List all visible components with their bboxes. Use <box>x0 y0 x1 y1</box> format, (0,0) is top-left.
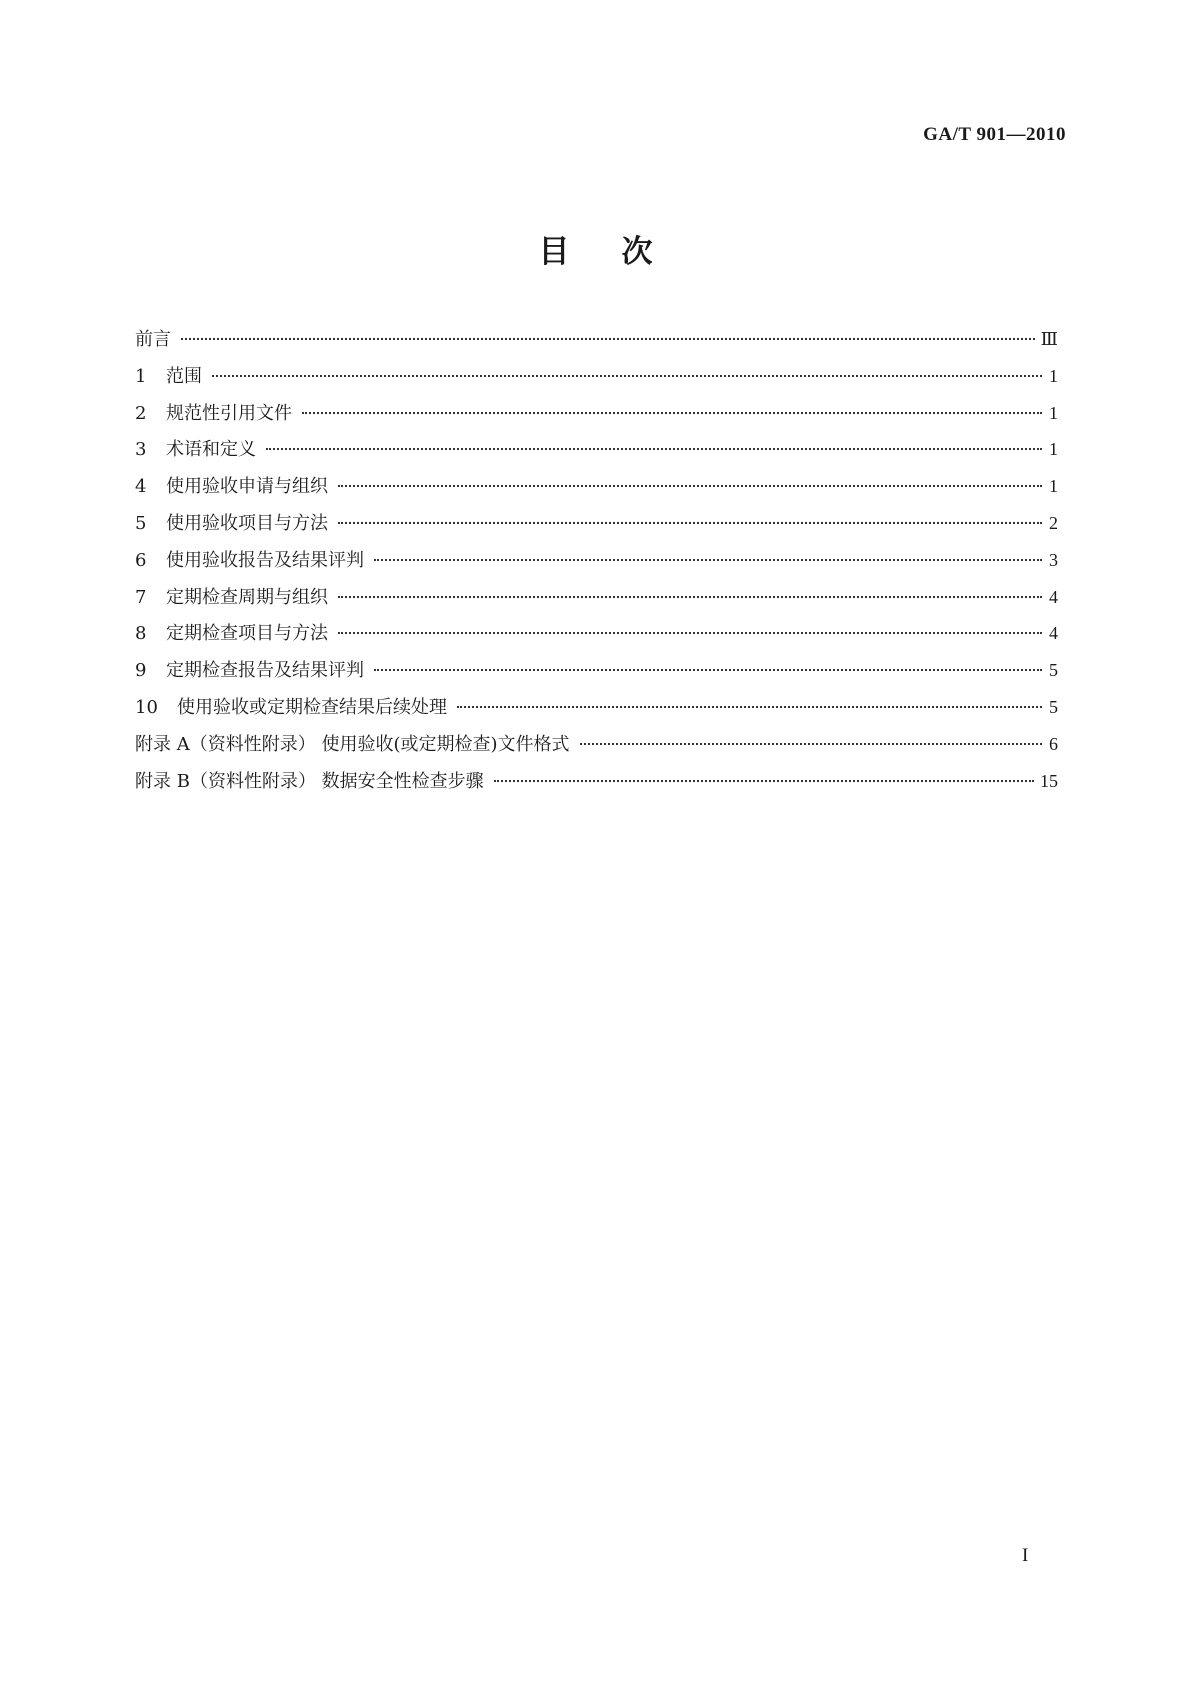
toc-entry-page: 1 <box>1049 476 1058 497</box>
toc-entry-annex-a[interactable] <box>135 730 1058 767</box>
toc-entry-4[interactable] <box>135 472 1058 509</box>
dot-leader <box>338 596 1042 598</box>
dot-leader <box>338 522 1042 524</box>
toc-entry-6[interactable] <box>135 546 1058 583</box>
toc-entry-number: 6 <box>135 549 147 571</box>
dot-leader <box>181 338 1035 340</box>
dot-leader <box>457 706 1042 708</box>
toc-entry-number: 3 <box>135 439 147 461</box>
toc-entry-page: 4 <box>1049 586 1058 607</box>
toc-entry-1[interactable] <box>135 362 1058 399</box>
toc-entry-10[interactable] <box>135 693 1058 730</box>
toc-entry-page: 15 <box>1040 770 1058 791</box>
toc-entry-number: 1 <box>135 365 147 387</box>
page-number: I <box>1022 1545 1029 1566</box>
toc-entry-number: 2 <box>135 402 147 424</box>
toc-entry-page: 1 <box>1049 439 1058 460</box>
toc-entry-annex-b[interactable] <box>135 767 1058 804</box>
toc-entry-page: 2 <box>1049 512 1058 533</box>
dot-leader <box>302 412 1042 414</box>
toc-entry-number: 7 <box>135 586 147 608</box>
toc-entry-number: 10 <box>135 696 158 718</box>
toc-entry-title: 规范性引用文件 <box>166 402 292 424</box>
toc-entry-title: 定期检查报告及结果评判 <box>166 660 364 682</box>
toc-entry-page: 4 <box>1049 623 1058 644</box>
toc-entry-number: 9 <box>135 660 147 682</box>
toc-entry-page: 5 <box>1049 660 1058 681</box>
toc-entry-page: 5 <box>1049 696 1058 717</box>
toc-entry-title: 使用验收报告及结果评判 <box>166 549 364 571</box>
toc-entry-number: 8 <box>135 623 147 645</box>
dot-leader <box>266 448 1042 450</box>
toc-entry-page: 1 <box>1049 402 1058 423</box>
toc-entry-number: 4 <box>135 476 147 498</box>
dot-leader <box>374 559 1042 561</box>
toc-entry-title: 附录 A（资料性附录） 使用验收(或定期检查)文件格式 <box>135 733 570 755</box>
toc-entry-title: 前言 <box>135 329 171 350</box>
toc-entry-2[interactable] <box>135 399 1058 436</box>
toc-entry-9[interactable] <box>135 656 1058 693</box>
toc-entry-title: 定期检查周期与组织 <box>166 586 328 608</box>
toc-entry-title: 定期检查项目与方法 <box>166 623 328 645</box>
toc-entry-page: 3 <box>1049 549 1058 570</box>
dot-leader <box>338 632 1042 634</box>
toc-entry-title: 使用验收项目与方法 <box>166 512 328 534</box>
dot-leader <box>494 780 1034 782</box>
dot-leader <box>212 375 1042 377</box>
standard-number: GA/T 901—2010 <box>923 124 1066 145</box>
toc-entry-page: 6 <box>1049 733 1058 754</box>
toc-entry-foreword[interactable] <box>135 325 1058 362</box>
toc-entry-5[interactable] <box>135 509 1058 546</box>
dot-leader <box>374 669 1042 671</box>
toc-entry-title: 范围 <box>166 365 202 387</box>
toc-entry-7[interactable] <box>135 583 1058 620</box>
dot-leader <box>338 485 1042 487</box>
toc-entry-page: Ⅲ <box>1040 329 1058 349</box>
toc-entry-title: 使用验收或定期检查结果后续处理 <box>177 696 447 718</box>
toc-entry-number: 5 <box>135 512 147 534</box>
toc-entry-title: 术语和定义 <box>166 439 256 461</box>
toc-entry-page: 1 <box>1049 365 1058 386</box>
toc-entry-title: 附录 B（资料性附录） 数据安全性检查步骤 <box>135 770 484 792</box>
toc-entry-8[interactable] <box>135 619 1058 656</box>
dot-leader <box>580 743 1043 745</box>
toc-entry-title: 使用验收申请与组织 <box>166 476 328 498</box>
table-of-contents <box>135 325 1058 803</box>
page-title: 目次 <box>538 234 705 270</box>
toc-entry-3[interactable] <box>135 435 1058 472</box>
